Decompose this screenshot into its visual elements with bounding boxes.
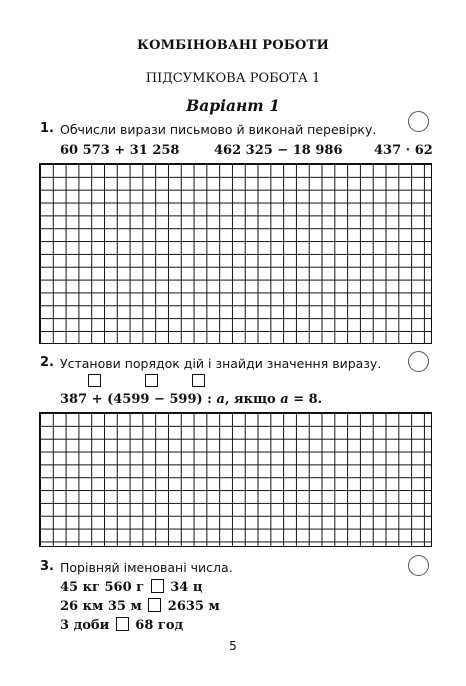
- task3-score-circle[interactable]: [408, 555, 429, 576]
- variable-a: a: [216, 392, 225, 407]
- variable-a-condition: a: [280, 392, 289, 407]
- compare-right: 2635 м: [167, 599, 220, 614]
- task2-answer-grid[interactable]: [39, 412, 432, 547]
- compare-row-1: [60, 579, 202, 595]
- compare-left: 45 кг 560 г: [60, 580, 145, 595]
- compare-row-3: [60, 617, 183, 633]
- task2-text: Установи порядок дій і знайди значення виразу.: [60, 356, 382, 371]
- task1-number: 1.: [40, 121, 54, 136]
- page-number: 5: [229, 639, 237, 653]
- task1-answer-grid[interactable]: [39, 163, 432, 344]
- task1-expression-3: 437 · 62: [374, 143, 433, 158]
- order-box-3[interactable]: [192, 374, 205, 387]
- compare-box[interactable]: [116, 617, 129, 631]
- variant-title: Варіант 1: [186, 96, 280, 115]
- task1-score-circle[interactable]: [408, 111, 429, 132]
- work-title: ПІДСУМКОВА РОБОТА 1: [145, 71, 321, 86]
- compare-box[interactable]: [151, 579, 164, 593]
- compare-left: 26 км 35 м: [60, 599, 142, 614]
- expression-main: 387 + (4599 − 599) :: [60, 392, 217, 407]
- condition-word: , якщо: [224, 392, 281, 407]
- compare-box[interactable]: [148, 598, 161, 612]
- compare-row-2: [60, 598, 220, 614]
- task2-expression: [60, 392, 322, 407]
- task2-number: 2.: [40, 355, 54, 370]
- task3-text: Порівняй іменовані числа.: [60, 560, 233, 575]
- compare-left: 3 доби: [60, 618, 110, 633]
- condition-value: = 8.: [288, 392, 323, 407]
- compare-right: 34 ц: [170, 580, 203, 595]
- order-box-1[interactable]: [88, 374, 101, 387]
- compare-right: 68 год: [135, 618, 184, 633]
- order-box-2[interactable]: [145, 374, 158, 387]
- task1-expression-1: 60 573 + 31 258: [60, 143, 180, 158]
- section-title: КОМБІНОВАНІ РОБОТИ: [137, 38, 329, 53]
- task1-text: Обчисли вирази письмово й виконай перевірку.: [60, 122, 377, 137]
- task2-score-circle[interactable]: [408, 351, 429, 372]
- task1-expression-2: 462 325 − 18 986: [214, 143, 343, 158]
- task3-number: 3.: [40, 559, 54, 574]
